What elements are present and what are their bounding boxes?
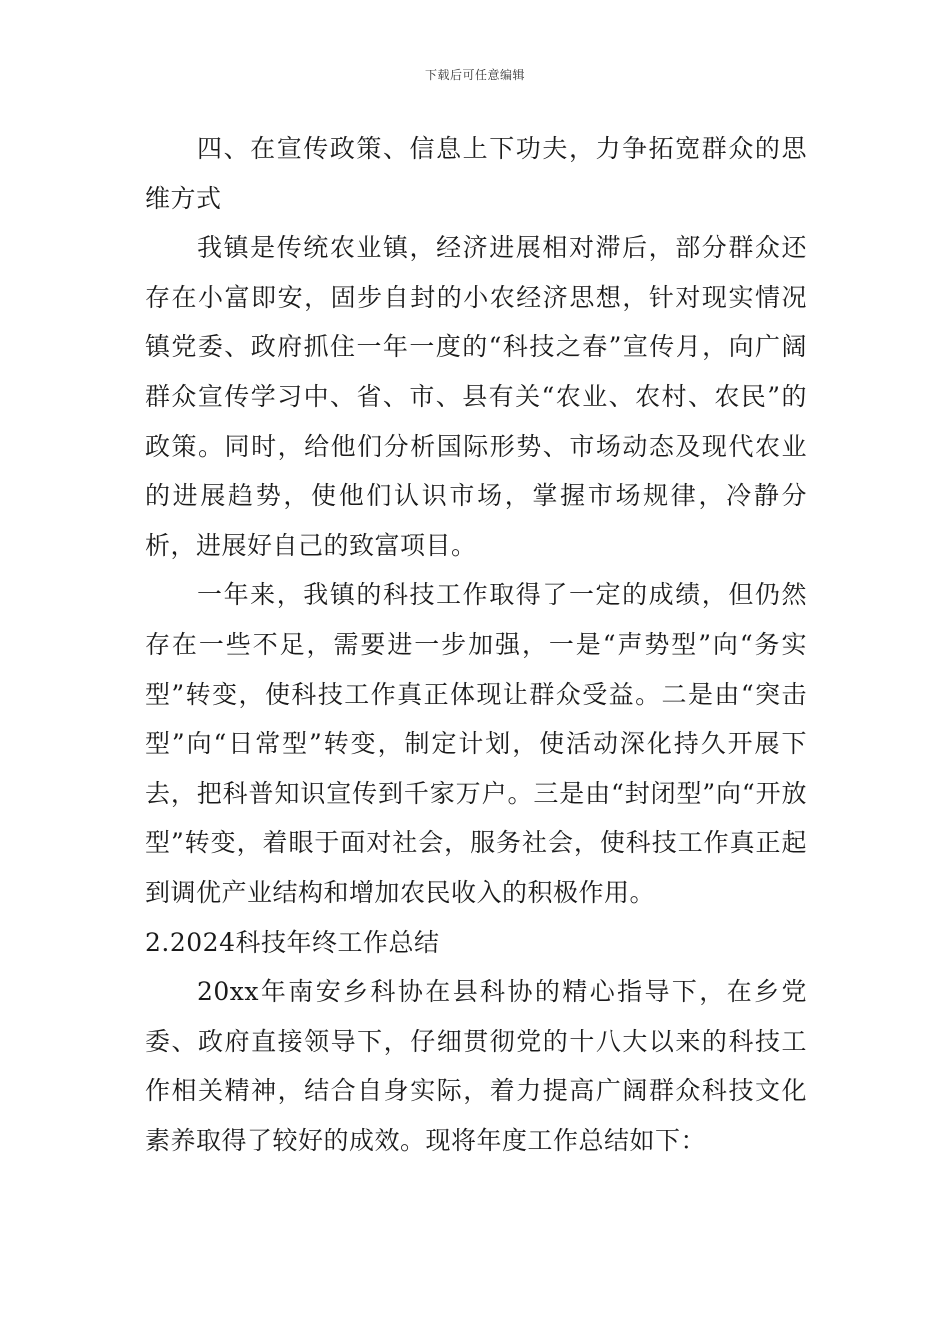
- section-title-2024-summary: 2.2024科技年终工作总结: [145, 927, 440, 957]
- section-heading-four: 四、在宣传政策、信息上下功夫，力争拓宽群众的思维方式: [145, 134, 807, 213]
- header-note: 下载后可任意编辑: [424, 68, 525, 82]
- paragraph-annual-intro: 20xx年南安乡科协在县科协的精心指导下，在乡党委、政府直接领导下，仔细贯彻党的十八大以来的科技工作相关精神，结合自身实际，着力提高广阔群众科技文化素养取得了较好的成效。现将年度工作总结如下：: [145, 977, 807, 1155]
- document-body: [145, 124, 807, 1165]
- paragraph-town-overview: 我镇是传统农业镇，经济进展相对滞后，部分群众还存在小富即安，固步自封的小农经济思想，针对现实情况镇党委、政府抓住一年一度的“科技之春”宣传月，向广阔群众宣传学习中、省、市、县有关“农业、农村、农民”的政策。同时，给他们分析国际形势、市场动态及现代农业的进展趋势，使他们认识市场，掌握市场规律，冷静分析，进展好自己的致富项目。: [145, 233, 807, 560]
- paragraph-shortcomings: 一年来，我镇的科技工作取得了一定的成绩，但仍然存在一些不足，需要进一步加强，一是“声势型”向“务实型”转变，使科技工作真正体现让群众受益。二是由“突击型”向“日常型”转变，制定计划，使活动深化持久开展下去，把科普知识宣传到千家万户。三是由“封闭型”向“开放型”转变，着眼于面对社会，服务社会，使科技工作真正起到调优产业结构和增加农民收入的积极作用。: [145, 580, 807, 907]
